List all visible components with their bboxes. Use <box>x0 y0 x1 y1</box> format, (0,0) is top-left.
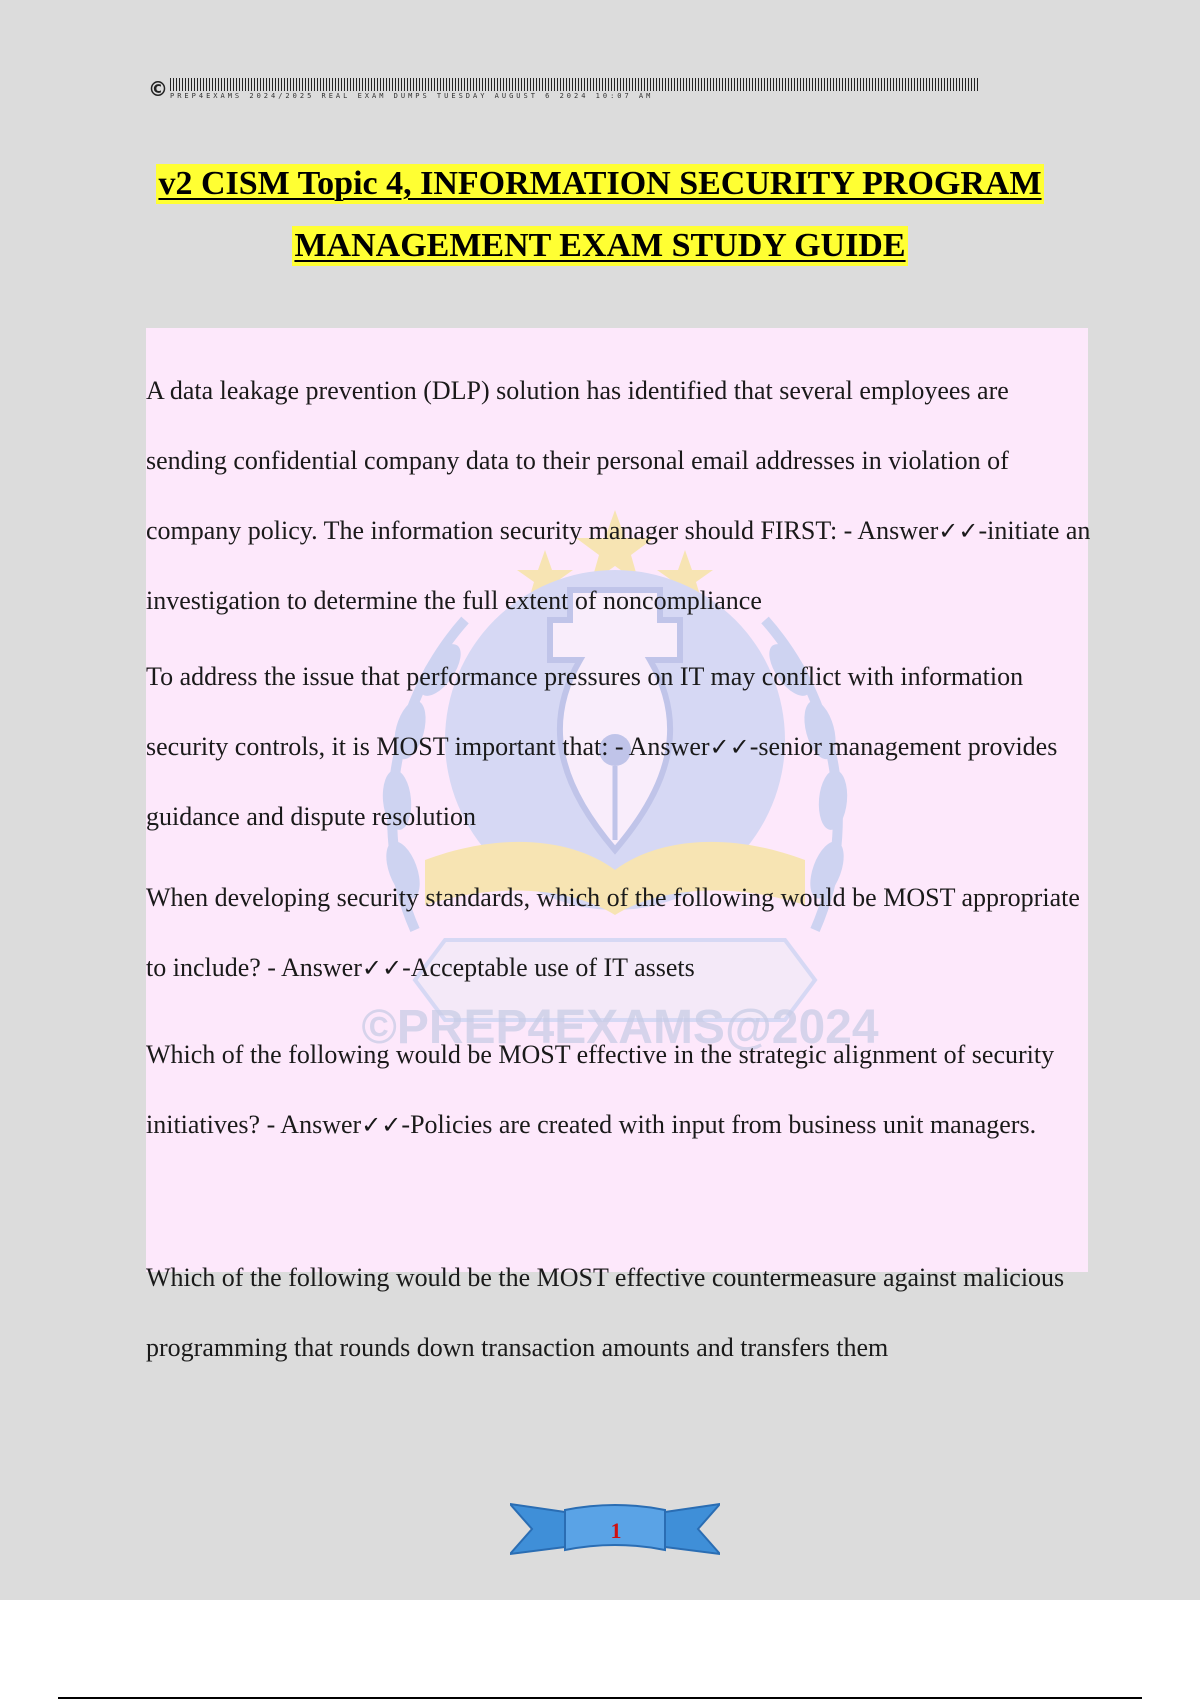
qa-item-2 <box>146 642 1096 852</box>
qa-item-5 <box>146 1243 1096 1383</box>
page-number: 1 <box>610 1518 622 1543</box>
answer-text: -Acceptable use of IT assets <box>402 953 695 982</box>
question-text: A data leakage prevention (DLP) solution has identified that several employees are sending confidential company data to their personal email addresses in violation of company policy. The information security manager should FIRST: - Answer <box>146 376 1009 545</box>
check-mark-icon: ✓✓ <box>709 733 750 761</box>
question-text: Which of the following would be MOST effective in the strategic alignment of security initiatives? - Answer <box>146 1040 1055 1139</box>
check-mark-icon: ✓✓ <box>361 954 403 982</box>
watermark-text: ©PREP4EXAMS@2024 <box>361 1001 879 1054</box>
qa-item-1 <box>146 356 1096 636</box>
answer-text: -senior management provides guidance and dispute resolution <box>146 732 1058 831</box>
check-mark-icon: ✓✓ <box>361 1111 402 1139</box>
qa-item-4 <box>146 1020 1096 1160</box>
question-text: When developing security standards, which of the following would be MOST appropriate to include? - Answer <box>146 883 1080 982</box>
bottom-divider <box>58 1697 1142 1699</box>
document-title <box>100 164 1100 288</box>
question-text: Which of the following would be the MOST effective countermeasure against malicious programming that rounds down transaction amounts and transfers them <box>146 1263 1065 1362</box>
check-mark-icon: ✓✓ <box>938 517 979 545</box>
answer-text: -initiate an investigation to determine the full extent of noncompliance <box>146 516 1091 615</box>
qa-item-3 <box>146 863 1096 1003</box>
question-text: To address the issue that performance pressures on IT may conflict with information security controls, it is MOST important that: - Answer <box>146 662 1024 761</box>
header-barcode-line <box>148 74 978 104</box>
barcode-caption: PREP4EXAMS 2024/2025 REAL EXAM DUMPS TUESDAY AUGUST 6 2024 10:07 AM <box>170 78 978 100</box>
answer-text: -Policies are created with input from business unit managers. <box>401 1110 1037 1139</box>
copyright-symbol: © <box>148 77 168 101</box>
title-line-1: v2 CISM Topic 4, INFORMATION SECURITY PROGRAM <box>158 165 1042 202</box>
title-line-2: MANAGEMENT EXAM STUDY GUIDE <box>294 227 906 264</box>
